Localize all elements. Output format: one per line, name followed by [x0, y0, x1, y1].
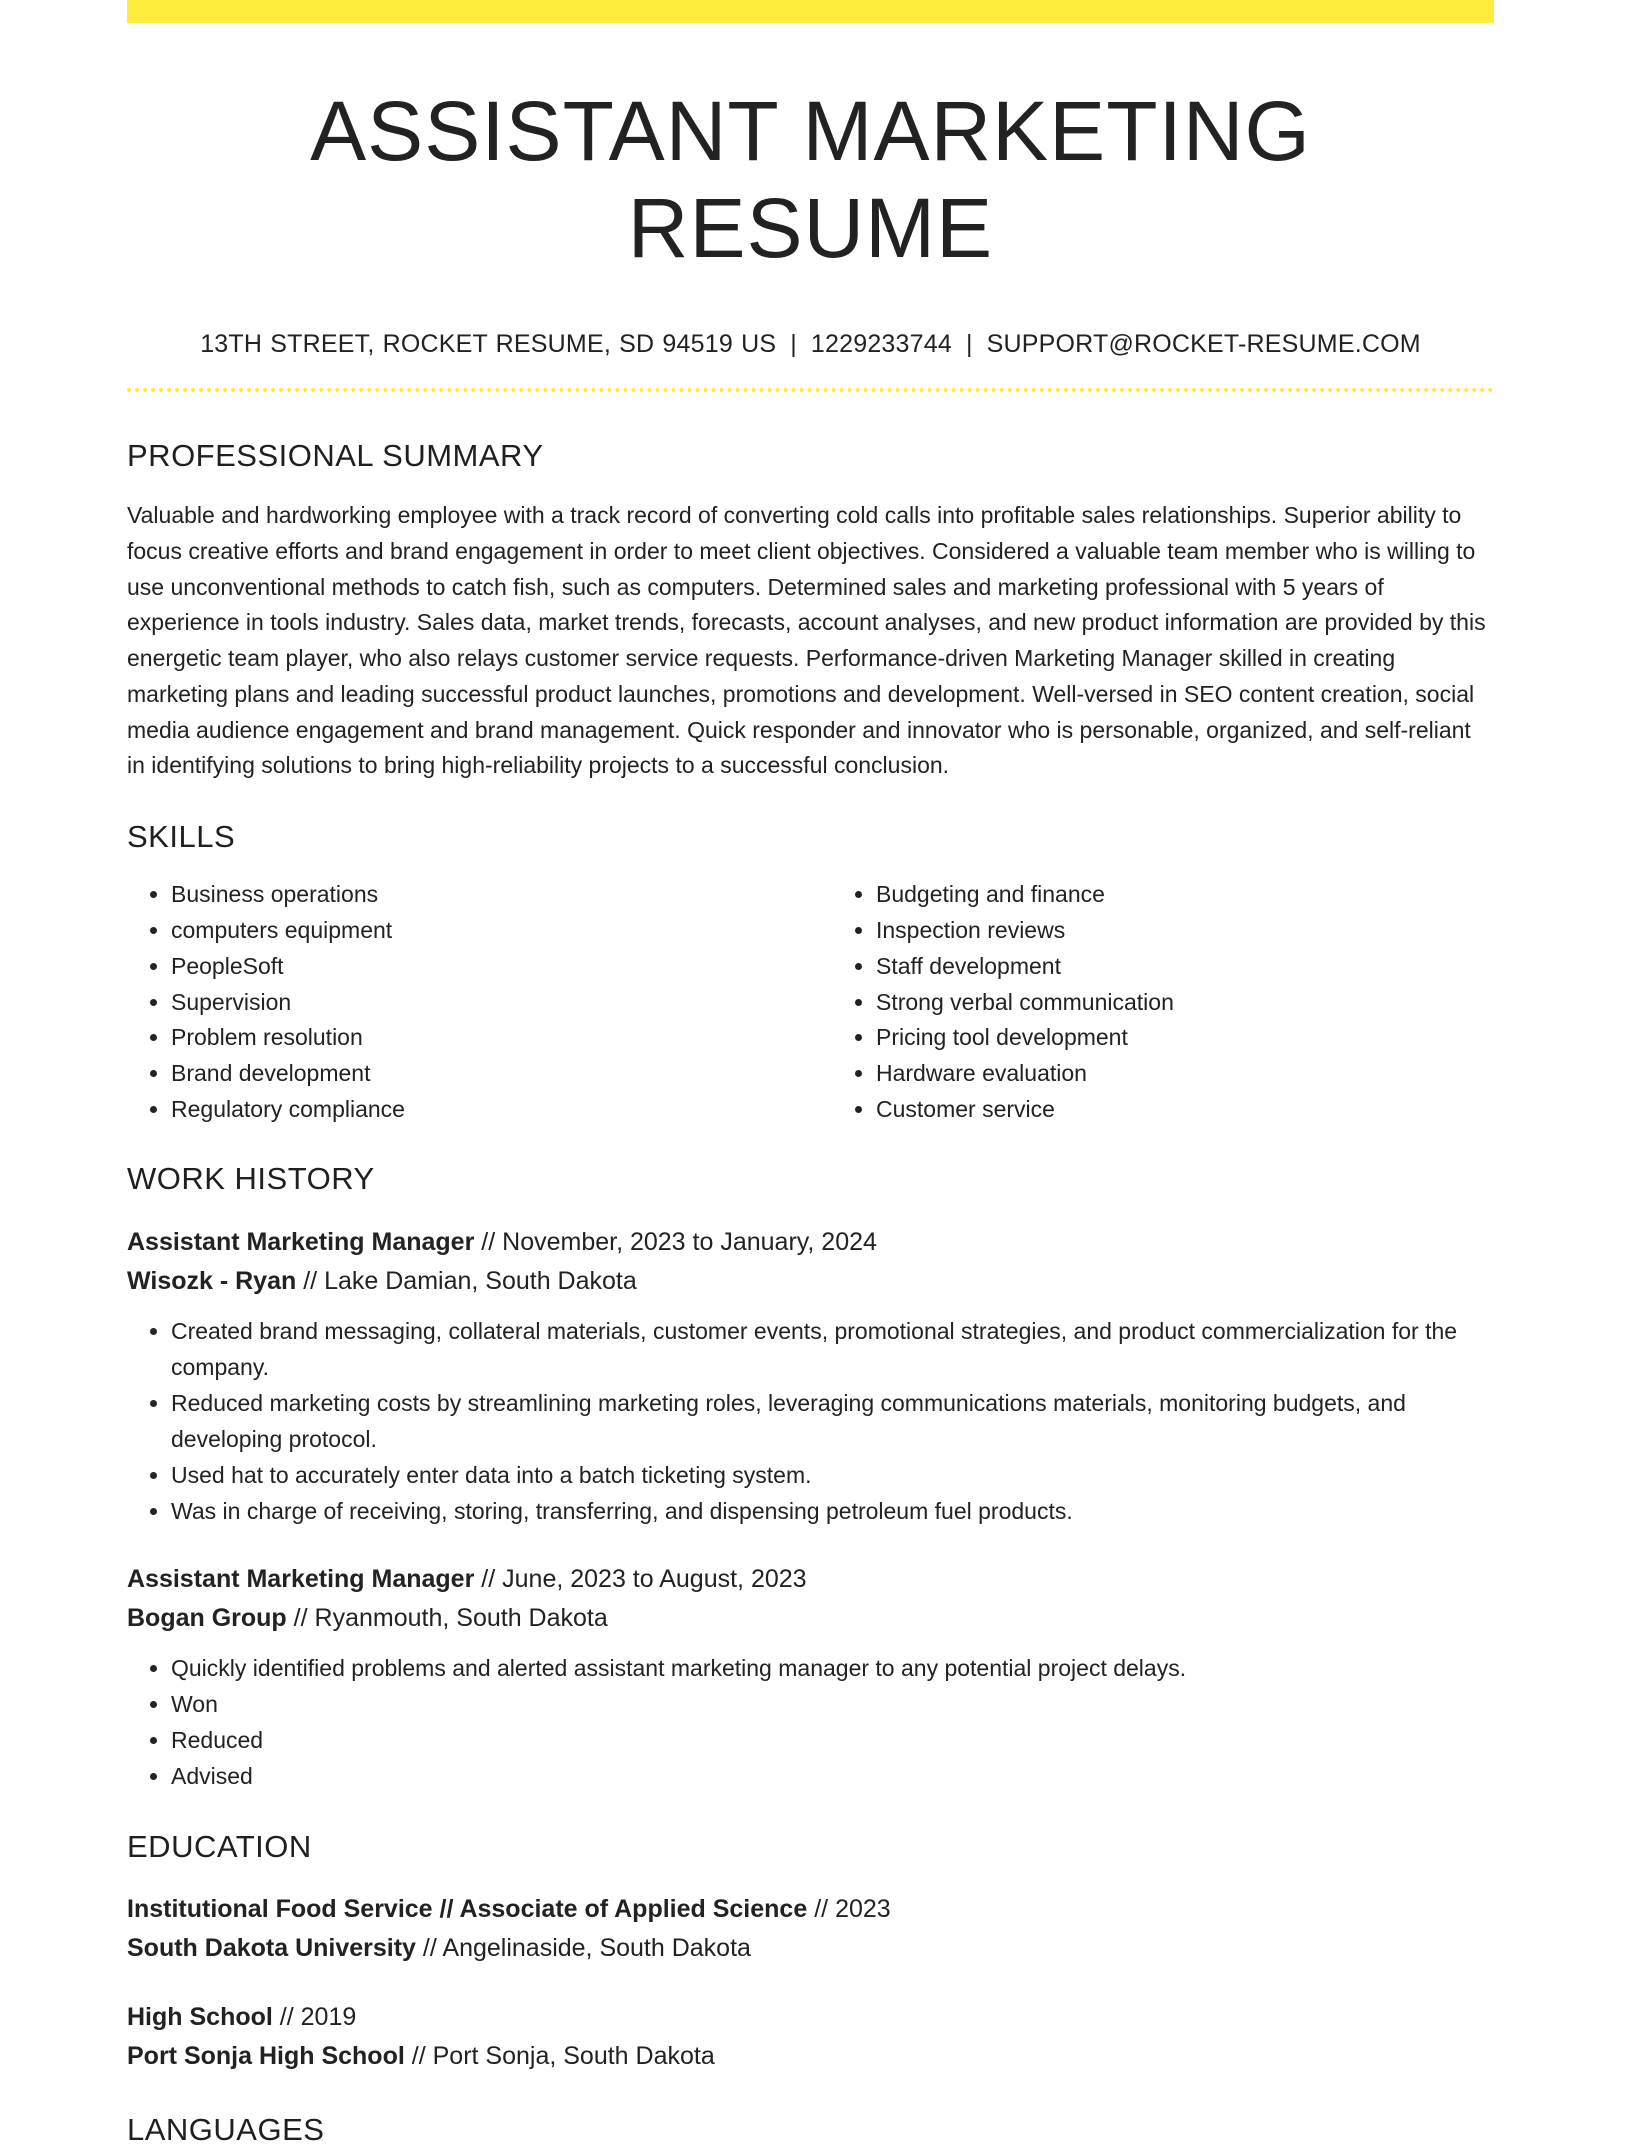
skill-item: • Strong verbal communication: [876, 985, 1494, 1021]
job-bullet: • Quickly identified problems and alerted assistant marketing manager to any potential project delays.: [171, 1650, 1494, 1686]
education-entry: [127, 1998, 1494, 2076]
job-title: Assistant Marketing Manager: [127, 1227, 475, 1256]
address: 13TH STREET, ROCKET RESUME, SD 94519 US: [200, 330, 777, 359]
job-company-line: [127, 1262, 1494, 1301]
skills-heading: SKILLS: [127, 819, 236, 854]
separator: //: [422, 1934, 437, 1963]
separator: //: [814, 1895, 829, 1924]
summary-heading: PROFESSIONAL SUMMARY: [127, 438, 544, 474]
skill-item: • Regulatory compliance: [171, 1092, 789, 1128]
skills-list: [127, 877, 1494, 1128]
job-bullets: [127, 1650, 1494, 1794]
skills-column-right: [832, 877, 1494, 1128]
job-company: Wisozk - Ryan: [127, 1266, 297, 1295]
skill-item: • Inspection reviews: [876, 913, 1494, 949]
resume-title: ASSISTANT MARKETING RESUME: [310, 84, 1311, 275]
separator: //: [279, 2003, 294, 2032]
resume-page: [127, 0, 1494, 2148]
education-school-line: [127, 1929, 1494, 1968]
education-location: Angelinaside, South Dakota: [442, 1934, 751, 1963]
email: SUPPORT@ROCKET-RESUME.COM: [986, 330, 1421, 359]
job-bullets: [127, 1313, 1494, 1529]
job-dates: November, 2023 to January, 2024: [502, 1227, 877, 1256]
skill-item: • Hardware evaluation: [876, 1056, 1494, 1092]
job-location: Lake Damian, South Dakota: [324, 1266, 637, 1295]
education-school-line: [127, 2037, 1494, 2076]
education-school: South Dakota University: [127, 1934, 416, 1963]
job-entry: [127, 1560, 1494, 1794]
education-year: 2023: [835, 1895, 891, 1924]
skill-item: • computers equipment: [171, 913, 789, 949]
skill-item: • Brand development: [171, 1056, 789, 1092]
job-entry: [127, 1223, 1494, 1529]
job-bullet: • Created brand messaging, collateral materials, customer events, promotional strategies, and product commercialization for the company.: [171, 1313, 1494, 1385]
education-school: Port Sonja High School: [127, 2042, 405, 2071]
education-program: Institutional Food Service // Associate of Applied Science: [127, 1895, 808, 1924]
job-bullet: • Won: [171, 1686, 1494, 1722]
skill-item: • Supervision: [171, 985, 789, 1021]
separator: //: [303, 1266, 318, 1295]
job-bullet: • Advised: [171, 1758, 1494, 1794]
languages-heading: LANGUAGES: [127, 2112, 325, 2148]
skills-column-left: [127, 877, 789, 1128]
contact-separator: |: [790, 330, 797, 359]
education-entry: [127, 1890, 1494, 1968]
job-bullet: • Reduced marketing costs by streamlining marketing roles, leveraging communications materials, monitoring budgets, and developing protocol.: [171, 1385, 1494, 1457]
job-bullet: • Reduced: [171, 1722, 1494, 1758]
skill-item: • Problem resolution: [171, 1020, 789, 1056]
contact-separator: |: [965, 330, 973, 359]
job-title-line: [127, 1223, 1494, 1262]
education-location: Port Sonja, South Dakota: [432, 2042, 715, 2071]
job-title: Assistant Marketing Manager: [127, 1564, 475, 1593]
skill-item: • Customer service: [876, 1092, 1494, 1128]
job-company-line: [127, 1599, 1494, 1638]
separator: //: [411, 2042, 426, 2071]
education-program-line: [127, 1998, 1494, 2037]
contact-line: [127, 330, 1494, 359]
education-program-line: [127, 1890, 1494, 1929]
skill-item: • Staff development: [876, 949, 1494, 985]
summary-text: Valuable and hardworking employee with a track record of converting cold calls into profitable sales relationships. Superior ability to focus creative efforts and brand engagement in order to meet client objectives. Considered a valuable team member who is willing to use unconventional methods to catch fish, such as computers. Determined sales and marketing professional with 5 years of experience in tools industry. Sales data, market trends, forecasts, account analyses, and new product information are provided by this energetic team player, who also relays customer service requests. Performance-driven Marketing Manager skilled in creating marketing plans and leading successful product launches, promotions and development. Well-versed in SEO content creation, social media audience engagement and brand management. Quick responder and innovator who is personable, organized, and self-reliant in identifying solutions to bring high-reliability projects to a successful conclusion.: [127, 502, 1486, 779]
skill-item: • PeopleSoft: [171, 949, 789, 985]
separator: //: [293, 1603, 308, 1632]
skill-item: • Budgeting and finance: [876, 877, 1494, 913]
education-year: 2019: [300, 2003, 357, 2032]
job-company: Bogan Group: [127, 1603, 287, 1632]
education-heading: EDUCATION: [127, 1828, 312, 1864]
separator: //: [481, 1227, 496, 1256]
top-accent-bar: [127, 0, 1494, 23]
skill-item: • Business operations: [171, 877, 789, 913]
dotted-divider: [127, 388, 1494, 392]
job-location: Ryanmouth, South Dakota: [314, 1603, 608, 1632]
education-program: High School: [127, 2003, 273, 2032]
job-title-line: [127, 1560, 1494, 1599]
job-bullet: • Used hat to accurately enter data into a batch ticketing system.: [171, 1457, 1494, 1493]
job-bullet: • Was in charge of receiving, storing, transferring, and dispensing petroleum fuel products.: [171, 1493, 1494, 1529]
job-dates: June, 2023 to August, 2023: [502, 1564, 807, 1593]
work-history-heading: WORK HISTORY: [127, 1160, 375, 1196]
skill-item: • Pricing tool development: [876, 1020, 1494, 1056]
phone: 1229233744: [810, 330, 952, 359]
separator: //: [481, 1564, 496, 1593]
